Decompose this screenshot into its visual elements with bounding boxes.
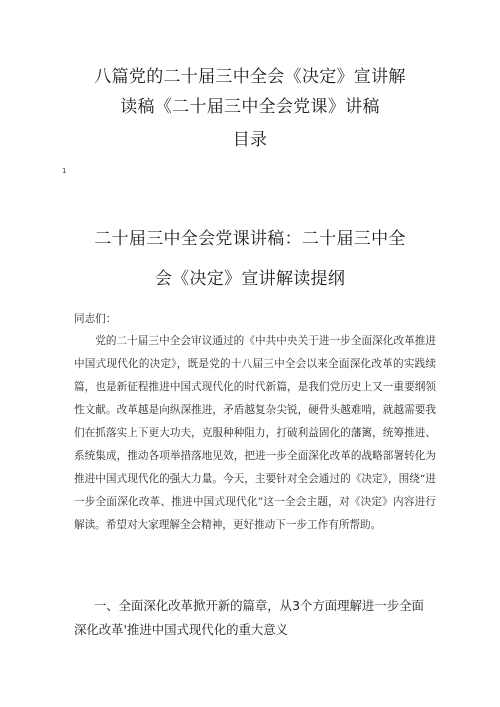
lecture-title-line-1: 二十届三中全会党课讲稿：二十届三中全 bbox=[94, 229, 406, 249]
lecture-title-line-2: 会《决定》宣讲解读提纲 bbox=[154, 269, 346, 289]
toc-page-marker: 1 bbox=[62, 167, 67, 175]
title-line-1: 八篇党的二十届三中全会《决定》宣讲解 bbox=[94, 67, 406, 87]
greeting: 同志们： bbox=[74, 313, 117, 325]
toc-heading: 目录 bbox=[232, 130, 268, 150]
lecture-title bbox=[0, 219, 500, 299]
document-title bbox=[0, 62, 500, 155]
title-line-2: 读稿《二十届三中全会党课》讲稿 bbox=[120, 97, 380, 117]
section-heading-1: 一、全面深化改革掀开新的篇章，从3个方面理解进一步全面深化改革'推进中国式现代化的重大意义 bbox=[74, 598, 424, 637]
intro-paragraph: 党的二十届三中全会审议通过的《中共中央关于进一步全面深化改革推进中国式现代化的决定》，既是党的十八届三中全会以来全面深化改革的实践续篇，也是新征程推进中国式现代化的时代新篇，是我们党历史上又一重要纲领性文献。改革越是向纵深推进，矛盾越复杂尖锐，硬骨头越难啃，就越需要我们在抓落实上下更大功夫，克服种种阻力，打破利益固化的藩篱，统筹推进、系统集成，推动各项举措落地见效，把进一步全面深化改革的战略部署转化为推进中国式现代化的强大力量。今天，主要针对全会通过的《决定》，围绕“进一步全面深化改革、推进中国式现代化”这一全会主题，对《决定》内容进行解读。希望对大家理解全会精神，更好推动下一步工作有所帮助。 bbox=[74, 335, 436, 531]
